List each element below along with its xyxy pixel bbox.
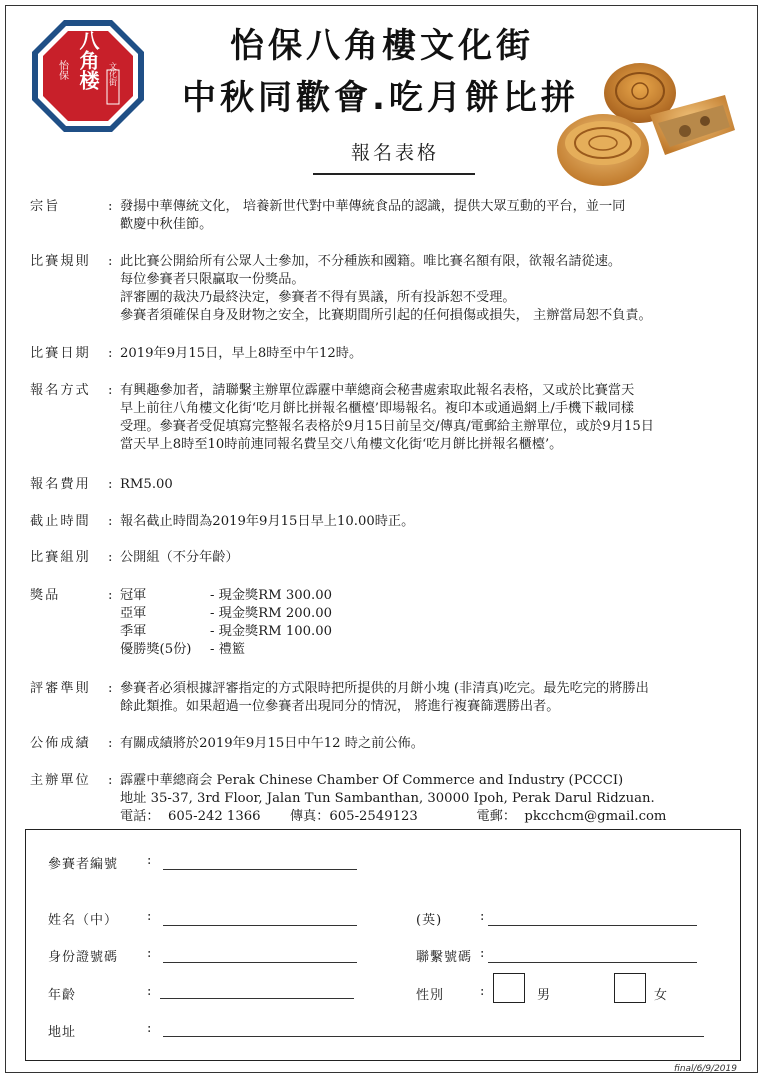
section-label: 比賽日期: [30, 346, 91, 361]
name-en-label: (英): [416, 913, 443, 928]
registration-form-box: [25, 829, 741, 1061]
section-label: 宗旨: [30, 199, 61, 214]
section-label: 報名方式: [30, 383, 91, 398]
section-label: 比賽規則: [30, 254, 91, 269]
section-label: 主辦單位: [30, 773, 91, 788]
male-label: 男: [537, 988, 552, 1003]
logo-side-left: 怡保: [56, 60, 68, 80]
logo-side-right: 文化街: [108, 62, 118, 86]
form-title-underline: [313, 173, 475, 175]
age-label: 年齡: [48, 988, 77, 1003]
section-label: 比賽組別: [30, 550, 91, 565]
prize-item: 冠軍 - 現金獎RM 300.00: [120, 588, 332, 603]
ic-no-label: 身份證號碼: [48, 950, 119, 965]
name-cn-field[interactable]: [163, 925, 357, 926]
title-line2: 中秋同歡會.吃月餅比拼: [182, 78, 579, 118]
female-label: 女: [654, 988, 669, 1003]
contact-no-field[interactable]: [488, 962, 697, 963]
section-label: 獎品: [30, 588, 61, 603]
prize-item: 優勝獎(5份) - 禮籃: [120, 642, 246, 657]
section-label: 截止時間: [30, 514, 91, 529]
form-title: 報名表格: [350, 142, 439, 164]
prize-item: 亞軍 - 現金獎RM 200.00: [120, 606, 332, 621]
ic-no-field[interactable]: [163, 962, 357, 963]
contact-no-label: 聯繫號碼: [416, 950, 473, 965]
address-label: 地址: [48, 1025, 77, 1040]
female-checkbox[interactable]: [614, 973, 646, 1003]
prize-item: 季軍 - 現金獎RM 100.00: [120, 624, 332, 639]
version-footnote: final/6/9/2019: [674, 1064, 737, 1074]
logo-main-text: 八角楼: [76, 30, 100, 90]
gender-label: 性別: [416, 988, 445, 1003]
male-checkbox[interactable]: [493, 973, 525, 1003]
event-logo: [30, 18, 146, 134]
participant-no-field[interactable]: [163, 869, 357, 870]
title-line1: 怡保八角樓文化街: [230, 26, 534, 66]
name-en-field[interactable]: [488, 925, 697, 926]
section-label: 評審準則: [30, 681, 91, 696]
mooncake-image: [555, 55, 740, 190]
age-field[interactable]: [160, 998, 354, 999]
participant-no-label: 參賽者編號: [48, 857, 119, 872]
address-field[interactable]: [163, 1036, 704, 1037]
section-label: 報名費用: [30, 477, 91, 492]
section-label: 公佈成績: [30, 736, 91, 751]
name-cn-label: 姓名（中）: [48, 913, 119, 928]
